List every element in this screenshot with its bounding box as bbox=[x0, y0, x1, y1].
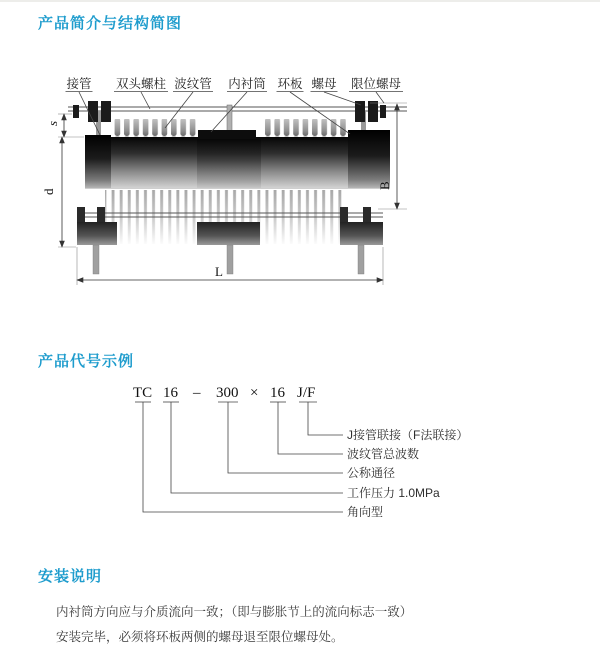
part-label-limit-nut: 限位螺母 bbox=[350, 77, 402, 91]
install-line-2: 安装完毕，必须将环板两侧的螺母退至限位螺母处。 bbox=[56, 630, 344, 644]
install-instructions bbox=[56, 600, 496, 650]
code-callouts bbox=[347, 427, 468, 519]
callout-type: 角向型 bbox=[347, 505, 384, 519]
dim-B-label: B bbox=[377, 181, 392, 190]
callout-diameter: 公称通径 bbox=[347, 466, 396, 480]
install-section-heading: 安装说明 bbox=[38, 568, 103, 585]
dim-s-label: s bbox=[45, 120, 60, 126]
dimension-s bbox=[45, 114, 72, 137]
liner-collar-top bbox=[198, 130, 256, 139]
right-end-pipe bbox=[348, 130, 390, 188]
code-seg-type: TC bbox=[133, 385, 153, 401]
expansion-joint-drawing bbox=[28, 64, 448, 294]
left-end-pipe bbox=[85, 135, 111, 188]
part-label-bellows: 波纹管 bbox=[174, 77, 212, 91]
callout-pressure: 工作压力 1.0MPa bbox=[347, 486, 440, 500]
part-label-liner: 内衬筒 bbox=[228, 77, 266, 91]
bellows-convolutions-left bbox=[113, 119, 197, 137]
code-seg-diameter: 300 bbox=[216, 385, 239, 401]
lower-section bbox=[77, 190, 383, 274]
code-seg-waves: 16 bbox=[270, 385, 285, 401]
part-label-jieguan: 接管 bbox=[66, 77, 92, 91]
intro-section-heading: 产品简介与结构简图 bbox=[38, 15, 183, 32]
part-label-nut: 螺母 bbox=[311, 77, 337, 91]
code-seg-dash: – bbox=[193, 385, 201, 401]
code-seg-connection: J/F bbox=[297, 385, 316, 401]
part-label-stud: 双头螺柱 bbox=[115, 77, 167, 91]
code-leader-lines bbox=[143, 402, 343, 512]
liner-collar bbox=[197, 139, 261, 188]
code-seg-pressure: 16 bbox=[163, 385, 178, 401]
code-segments bbox=[133, 385, 315, 401]
callout-connection: J接管联接（F法联接） bbox=[347, 428, 469, 442]
code-breakdown-drawing bbox=[120, 374, 480, 526]
install-line-1: 内衬筒方向应与介质流向一致；（即与膨胀节上的流向标志一致） bbox=[56, 605, 413, 619]
dim-L-label: L bbox=[215, 264, 223, 279]
callout-wave-count: 波纹管总波数 bbox=[347, 447, 420, 461]
part-label-ring-plate: 环板 bbox=[277, 77, 303, 91]
structure-diagram bbox=[28, 64, 448, 294]
part-labels bbox=[66, 76, 401, 91]
code-seg-times: × bbox=[250, 385, 259, 401]
code-section-heading: 产品代号示例 bbox=[38, 353, 135, 370]
product-code-diagram bbox=[120, 374, 480, 526]
dim-d-label: d bbox=[41, 188, 56, 195]
bellows-convolutions-right bbox=[262, 119, 346, 137]
